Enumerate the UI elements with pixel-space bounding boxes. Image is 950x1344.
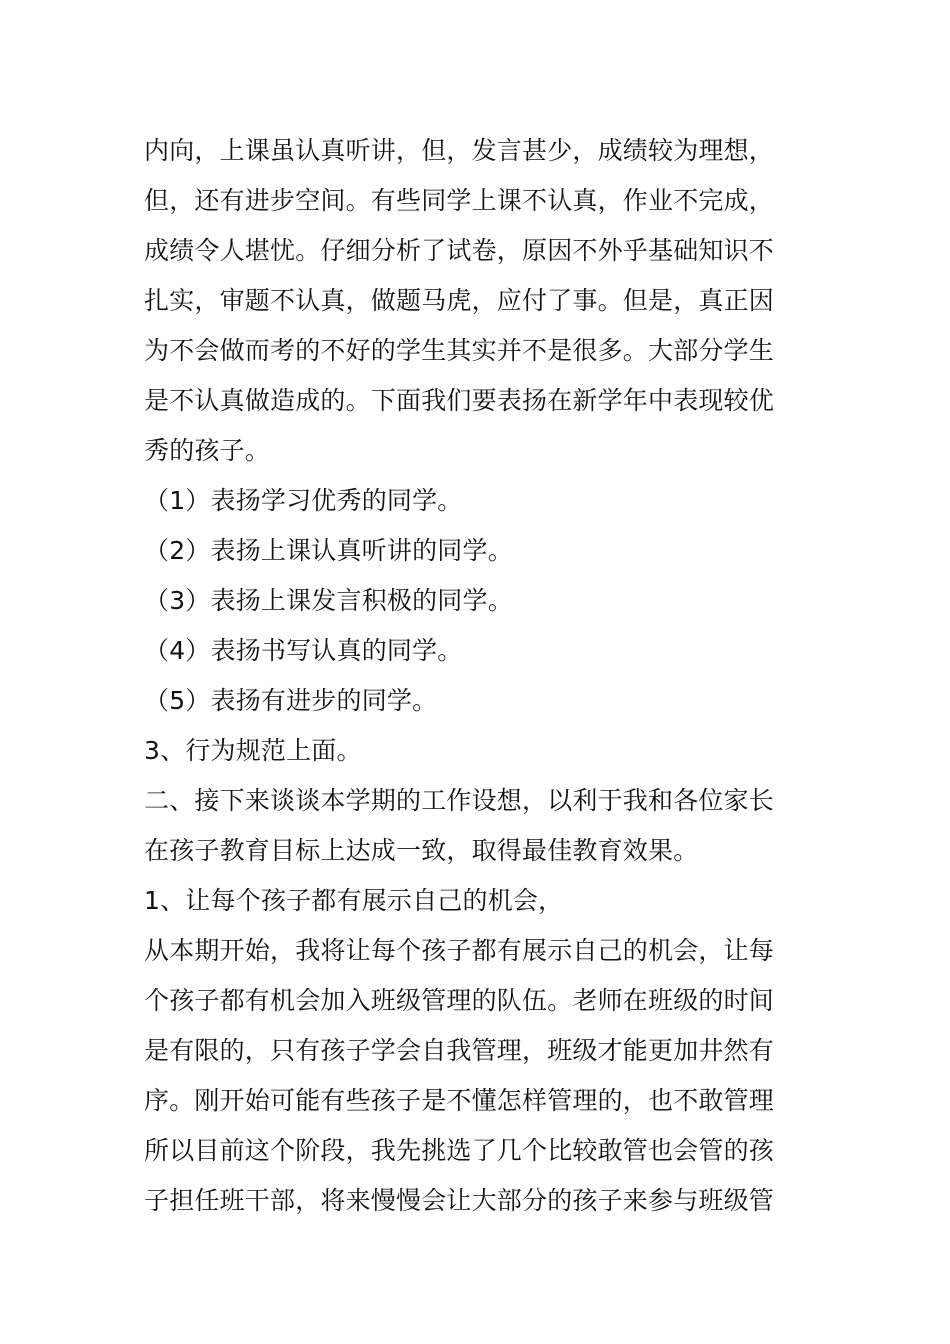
text-line: 为不会做而考的不好的学生其实并不是很多。大部分学生 — [144, 336, 775, 365]
subheading-1: 1、让每个孩子都有展示自己的机会， — [144, 886, 564, 915]
text-line: 秀的孩子。 — [144, 436, 271, 465]
text-line: 但，还有进步空间。有些同学上课不认真，作业不完成， — [144, 186, 775, 215]
text-line: 子担任班干部，将来慢慢会让大部分的孩子来参与班级管 — [144, 1186, 775, 1215]
text-line: 是有限的，只有孩子学会自我管理，班级才能更加井然有 — [144, 1036, 775, 1065]
text-line: 是不认真做造成的。下面我们要表扬在新学年中表现较优 — [144, 386, 775, 415]
list-item-1: （1）表扬学习优秀的同学。 — [144, 486, 463, 515]
text-line: 成绩令人堪忧。仔细分析了试卷，原因不外乎基础知识不 — [144, 236, 775, 265]
text-line: 从本期开始，我将让每个孩子都有展示自己的机会，让每 — [144, 936, 775, 965]
text-line: 扎实，审题不认真，做题马虎，应付了事。但是，真正因 — [144, 286, 775, 315]
section-heading-3: 3、行为规范上面。 — [144, 736, 362, 765]
text-line: 个孩子都有机会加入班级管理的队伍。老师在班级的时间 — [144, 986, 775, 1015]
text-line: 内向，上课虽认真听讲，但，发言甚少，成绩较为理想， — [144, 136, 775, 165]
section-heading-2: 二、接下来谈谈本学期的工作设想，以利于我和各位家长 — [144, 786, 775, 815]
list-item-3: （3）表扬上课发言积极的同学。 — [144, 586, 513, 615]
document-body — [144, 126, 809, 1226]
list-item-4: （4）表扬书写认真的同学。 — [144, 636, 463, 665]
text-line: 所以目前这个阶段，我先挑选了几个比较敢管也会管的孩 — [144, 1136, 775, 1165]
list-item-2: （2）表扬上课认真听讲的同学。 — [144, 536, 513, 565]
text-line: 在孩子教育目标上达成一致，取得最佳教育效果。 — [144, 836, 699, 865]
text-line: 序。刚开始可能有些孩子是不懂怎样管理的，也不敢管理 — [144, 1086, 775, 1115]
list-item-5: （5）表扬有进步的同学。 — [144, 686, 438, 715]
